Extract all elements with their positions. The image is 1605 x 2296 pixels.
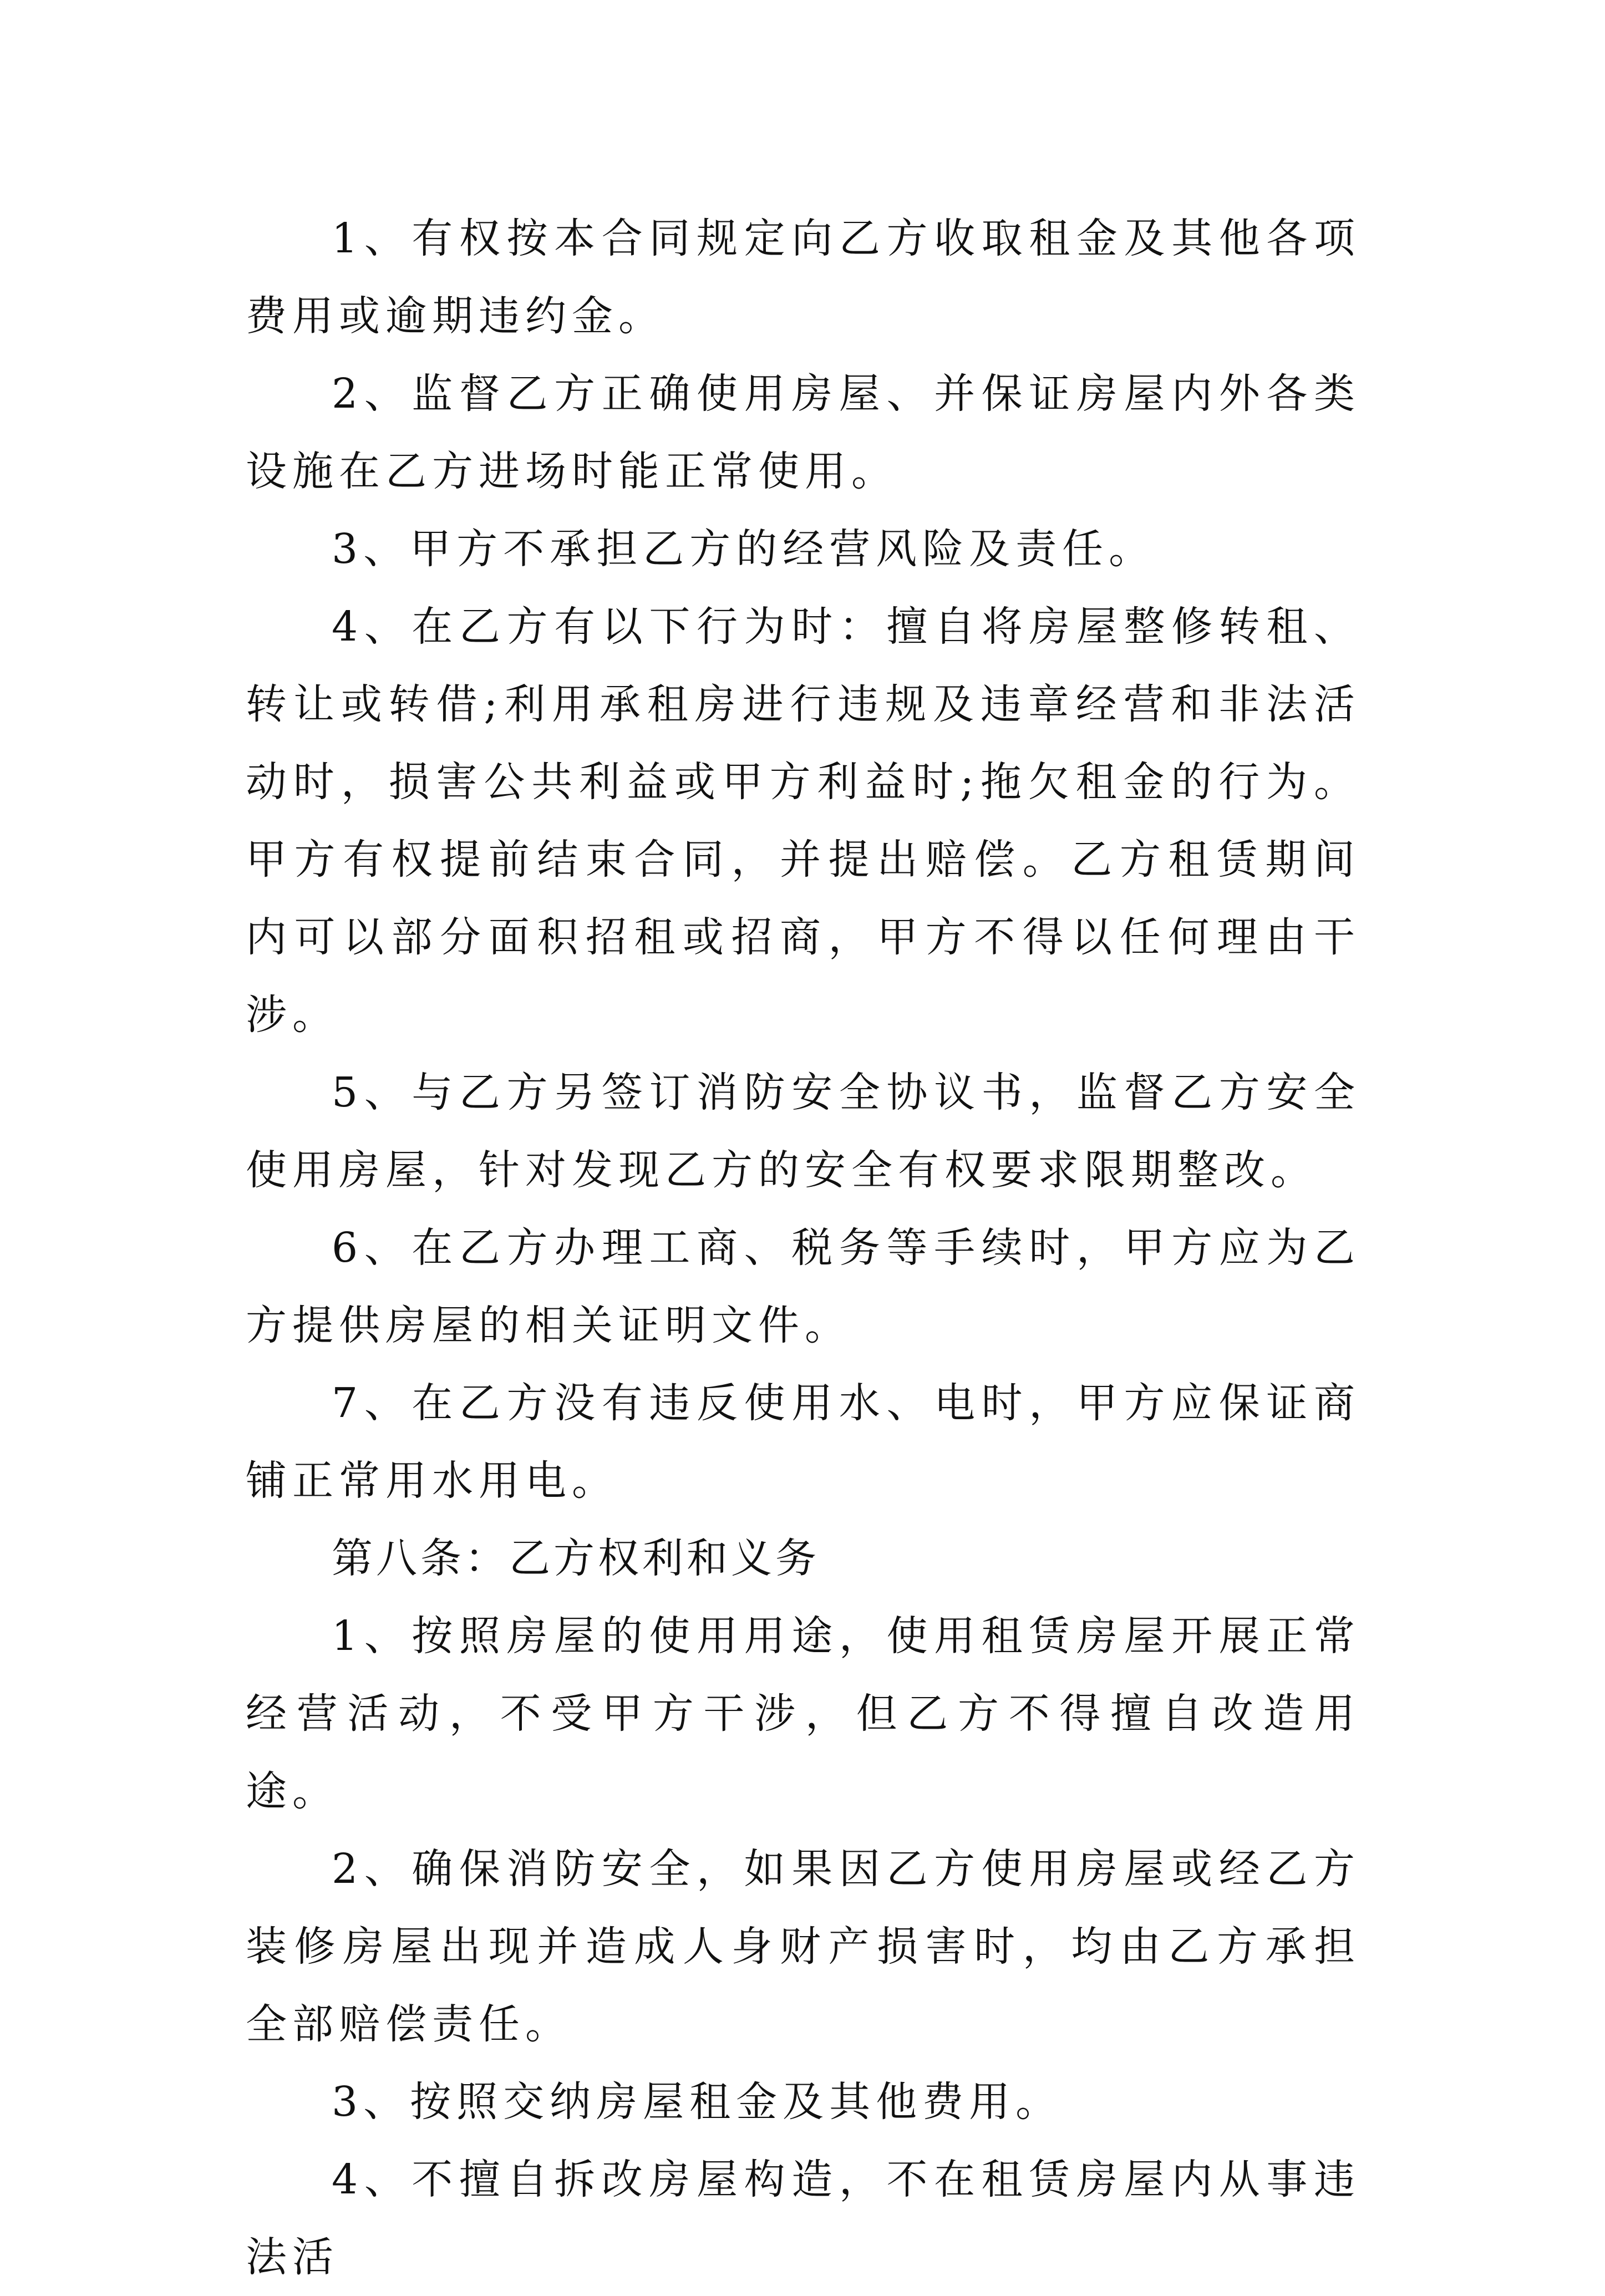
clause-paragraph: 2、监督乙方正确使用房屋、并保证房屋内外各类设施在乙方进场时能正常使用。 bbox=[246, 370, 1360, 495]
clause-paragraph: 3、甲方不承担乙方的经营风险及责任。 bbox=[332, 525, 1156, 573]
clause-paragraph: 1、有权按本合同规定向乙方收取租金及其他各项费用或逾期违约金。 bbox=[246, 215, 1360, 340]
section-heading: 第八条：乙方权利和义务 bbox=[332, 1535, 820, 1582]
clause-paragraph: 5、与乙方另签订消防安全协议书，监督乙方安全使用房屋，针对发现乙方的安全有权要求限期整改。 bbox=[246, 1069, 1360, 1194]
clause-paragraph: 7、在乙方没有违反使用水、电时，甲方应保证商铺正常用水用电。 bbox=[246, 1379, 1360, 1505]
clause-paragraph: 1、按照房屋的使用用途，使用租赁房屋开展正常经营活动，不受甲方干涉，但乙方不得擅自改造用途。 bbox=[246, 1612, 1360, 1815]
clause-paragraph: 6、在乙方办理工商、税务等手续时，甲方应为乙方提供房屋的相关证明文件。 bbox=[246, 1224, 1360, 1349]
clause-paragraph: 2、确保消防安全，如果因乙方使用房屋或经乙方装修房屋出现并造成人身财产损害时，均由乙方承担全部赔偿责任。 bbox=[246, 1845, 1360, 2048]
clause-paragraph: 4、不擅自拆改房屋构造，不在租赁房屋内从事违法活 bbox=[246, 2156, 1360, 2281]
clause-paragraph: 3、按照交纳房屋租金及其他费用。 bbox=[332, 2078, 1063, 2126]
contract-text bbox=[246, 200, 1360, 2296]
clause-paragraph: 4、在乙方有以下行为时：擅自将房屋整修转租、转让或转借;利用承租房进行违规及违章经营和非法活动时，损害公共利益或甲方利益时;拖欠租金的行为。甲方有权提前结束合同，并提出赔偿。乙方租赁期间内可以部分面积招租或招商，甲方不得以任何理由干涉。 bbox=[246, 603, 1360, 1039]
